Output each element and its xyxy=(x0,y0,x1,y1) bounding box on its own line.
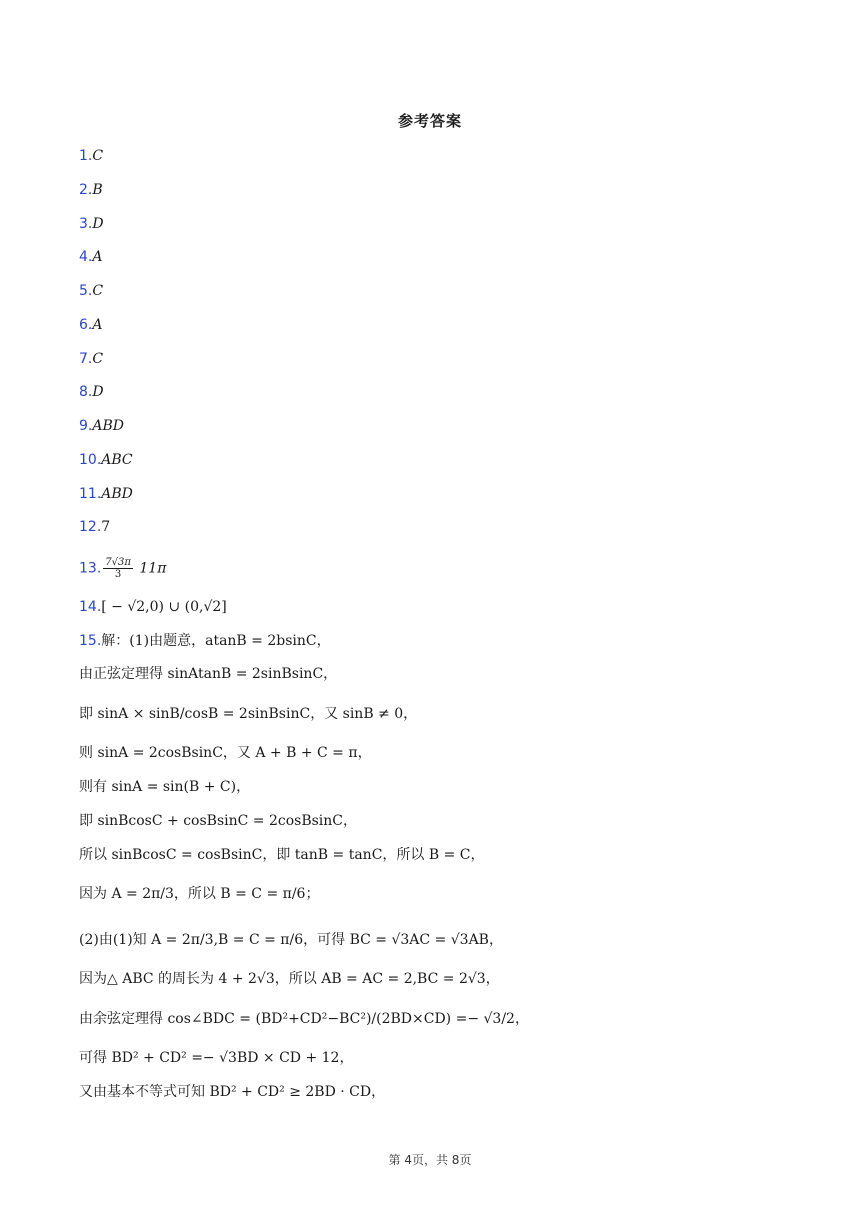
answer-line xyxy=(79,557,166,580)
answer-value: 7 xyxy=(101,519,111,535)
answer-line xyxy=(79,416,124,436)
answer-number: 13. xyxy=(79,560,102,577)
solution-line: 可得 BD² + CD² =− √3BD × CD + 12， xyxy=(79,1050,354,1066)
fraction xyxy=(103,557,133,580)
answer-value: D xyxy=(92,384,104,400)
solution-line: 由正弦定理得 sinAtanB = 2sinBsinC， xyxy=(79,666,338,682)
answer-value: 11π xyxy=(139,560,167,577)
page-title: 参考答案 xyxy=(397,112,462,130)
answer-value: A xyxy=(92,249,103,265)
solution-line: 因为△ ABC 的周长为 4 + 2√3，所以 AB = AC = 2,BC = 2√3， xyxy=(79,971,500,987)
answer-line xyxy=(79,146,103,166)
answer-number: 1. xyxy=(79,148,93,164)
answer-value: 解：(1)由题意，atanB = 2bsinC， xyxy=(101,633,331,649)
answer-value: ABC xyxy=(101,452,133,468)
answer-value: B xyxy=(92,182,103,198)
answer-line xyxy=(79,382,104,402)
solution-line: 因为 A = 2π/3，所以 B = C = π/6； xyxy=(79,886,320,902)
answer-line xyxy=(79,450,133,470)
answer-value: C xyxy=(92,351,104,367)
answer-line xyxy=(79,631,331,651)
answer-value: D xyxy=(92,216,104,232)
solution-line: 即 sinBcosC + cosBsinC = 2cosBsinC， xyxy=(79,813,358,829)
answer-value: ABD xyxy=(92,418,124,434)
answer-number: 5. xyxy=(79,283,93,299)
answer-number: 10. xyxy=(79,452,102,468)
answer-value: A xyxy=(92,317,103,333)
answer-line xyxy=(79,517,110,537)
answer-line xyxy=(79,281,103,301)
solution-line: 则有 sinA = sin(B + C)， xyxy=(79,779,251,795)
answer-number: 12. xyxy=(79,519,102,535)
answer-value: C xyxy=(92,148,104,164)
answer-number: 7. xyxy=(79,351,93,367)
answer-number: 2. xyxy=(79,182,93,198)
answer-number: 4. xyxy=(79,249,93,265)
answer-line xyxy=(79,247,102,267)
fraction-numerator: 7√3π xyxy=(105,557,131,568)
answer-line xyxy=(79,315,102,335)
answer-value: ABD xyxy=(101,486,133,502)
answer-line xyxy=(79,484,133,504)
answer-line xyxy=(79,180,103,200)
answer-line xyxy=(79,597,227,617)
solution-line: 由余弦定理得 cos∠BDC = (BD²+CD²−BC²)/(2BD×CD) =− √3/2， xyxy=(79,1011,529,1027)
solution-line: 即 sinA × sinB/cosB = 2sinBsinC，又 sinB ≠ 0， xyxy=(79,706,418,722)
answer-number: 14. xyxy=(79,599,102,615)
answer-number: 9. xyxy=(79,418,93,434)
answer-number: 3. xyxy=(79,216,93,232)
answer-number: 11. xyxy=(79,486,102,502)
answer-line xyxy=(79,214,104,234)
answer-value: C xyxy=(92,283,104,299)
solution-line: 又由基本不等式可知 BD² + CD² ≥ 2BD · CD， xyxy=(79,1084,386,1100)
answer-line xyxy=(79,349,103,369)
solution-line: (2)由(1)知 A = 2π/3,B = C = π/6，可得 BC = √3AC = √3AB， xyxy=(79,932,503,948)
solution-line: 所以 sinBcosC = cosBsinC，即 tanB = tanC，所以 B = C， xyxy=(79,847,485,863)
fraction-denominator: 3 xyxy=(114,569,122,580)
answer-value: [ − √2,0) ∪ (0,√2] xyxy=(101,599,227,615)
solution-line: 则 sinA = 2cosBsinC，又 A + B + C = π， xyxy=(79,745,372,761)
answer-number: 6. xyxy=(79,317,93,333)
page-footer: 第 4页，共 8页 xyxy=(388,1153,472,1167)
answer-number: 15. xyxy=(79,633,102,649)
answer-number: 8. xyxy=(79,384,93,400)
